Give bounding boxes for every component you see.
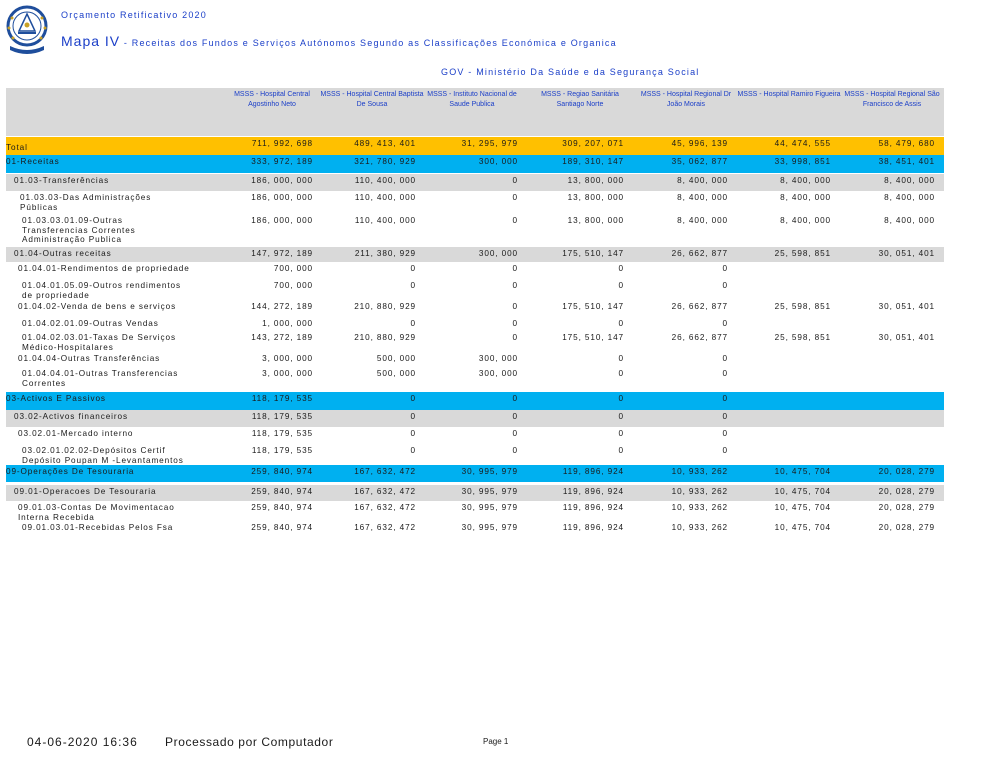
row-value: 26, 662, 877 [671,333,728,342]
row-value: 26, 662, 877 [671,249,728,258]
row-value: 0 [618,319,624,328]
row-value: 167, 632, 472 [354,467,416,476]
row-value: 700, 000 [273,264,313,273]
row-value: 0 [618,412,624,421]
row-value: 25, 598, 851 [774,249,831,258]
row-value: 0 [512,446,518,455]
row-value: 10, 475, 704 [774,523,831,532]
row-value: 186, 000, 000 [251,193,313,202]
table-row [6,444,944,465]
row-value: 175, 510, 147 [562,333,624,342]
row-value: 300, 000 [478,157,518,166]
row-label: 09.01-Operacoes De Tesouraria [14,487,157,496]
row-label: 01.04.04.01-Outras Transferencias Correntes [22,369,179,388]
table-row [6,279,944,300]
row-value: 119, 896, 924 [562,467,624,476]
row-label: 09.01.03-Contas De Movimentacao Interna Recebida [18,503,175,522]
organization-title: GOV - Ministério Da Saúde e da Segurança Social [441,67,700,77]
table-row [6,427,944,444]
row-value: 259, 840, 974 [251,487,313,496]
row-value: 26, 662, 877 [671,302,728,311]
row-value: 0 [618,369,624,378]
row-value: 30, 995, 979 [461,487,518,496]
row-value: 259, 840, 974 [251,503,313,512]
row-value: 0 [512,302,518,311]
row-value: 25, 598, 851 [774,333,831,342]
row-value: 0 [512,333,518,342]
map-title-main: Mapa IV [61,33,121,49]
table-row [6,214,944,247]
row-value: 10, 475, 704 [774,503,831,512]
row-value: 8, 400, 000 [677,176,728,185]
row-value: 20, 028, 279 [878,503,935,512]
row-value: 0 [722,264,728,273]
table-row [6,521,944,536]
row-label: 03.02-Activos financeiros [14,412,128,421]
row-value: 0 [618,394,624,403]
row-value: 0 [512,429,518,438]
row-label: 01.04.04-Outras Transferências [18,354,161,363]
row-value: 0 [722,369,728,378]
row-value: 3, 000, 000 [262,369,313,378]
row-value: 186, 000, 000 [251,176,313,185]
row-value: 30, 995, 979 [461,503,518,512]
row-value: 30, 995, 979 [461,467,518,476]
row-value: 20, 028, 279 [878,523,935,532]
row-value: 0 [512,281,518,290]
row-value: 58, 479, 680 [878,139,935,148]
row-label: 03.02.01.02.02-Depósitos Certif Depósito Poupan M -Levantamentos [22,446,184,465]
column-header: MSSS - Hospital Ramiro Figueira [737,91,841,98]
row-value: 13, 800, 000 [567,176,624,185]
table-row [6,352,944,367]
row-value: 210, 880, 929 [354,302,416,311]
row-label: 01.04.01.05.09-Outros rendimentos de propriedade [22,281,181,300]
row-label: 01.03-Transferências [14,176,110,185]
row-value: 8, 400, 000 [884,216,935,225]
row-value: 10, 933, 262 [671,467,728,476]
row-value: 8, 400, 000 [780,176,831,185]
column-header: MSSS - Hospital Central Agostinho Neto [234,91,310,108]
row-value: 8, 400, 000 [677,216,728,225]
row-value: 44, 474, 555 [774,139,831,148]
row-value: 13, 800, 000 [567,193,624,202]
row-value: 31, 295, 979 [461,139,518,148]
table-row [6,174,944,191]
row-value: 8, 400, 000 [677,193,728,202]
row-value: 30, 995, 979 [461,523,518,532]
row-value: 0 [512,216,518,225]
row-value: 0 [618,264,624,273]
table-row [6,300,944,317]
row-value: 8, 400, 000 [884,176,935,185]
row-value: 0 [512,176,518,185]
table-row [6,155,944,173]
total-row [6,137,944,155]
row-value: 186, 000, 000 [251,216,313,225]
row-value: 300, 000 [478,249,518,258]
row-value: 10, 933, 262 [671,503,728,512]
row-value: 147, 972, 189 [251,249,313,258]
row-value: 8, 400, 000 [780,193,831,202]
row-value: 118, 179, 535 [251,446,313,455]
row-value: 30, 051, 401 [878,302,935,311]
row-value: 118, 179, 535 [251,412,313,421]
table-row [6,485,944,501]
row-value: 175, 510, 147 [562,249,624,258]
row-value: 0 [410,412,416,421]
column-header: MSSS - Hospital Regional São Francisco de Assis [844,91,940,108]
row-value: 0 [410,446,416,455]
footer-page-number: Page 1 [483,737,509,746]
row-label: 01-Receitas [6,157,60,166]
row-value: 300, 000 [478,354,518,363]
table-row [6,191,944,214]
row-value: 30, 051, 401 [878,333,935,342]
row-value: 119, 896, 924 [562,523,624,532]
row-value: 143, 272, 189 [251,333,313,342]
row-label: Total [6,143,28,152]
row-value: 25, 598, 851 [774,302,831,311]
row-value: 38, 451, 401 [878,157,935,166]
row-value: 0 [722,429,728,438]
footer-processed-note: Processado por Computador [165,735,334,749]
row-value: 321, 780, 929 [354,157,416,166]
row-value: 30, 051, 401 [878,249,935,258]
row-label: 01.03.03-Das Administrações Públicas [20,193,152,212]
row-label: 01.04.02.01.09-Outras Vendas [22,319,159,328]
row-value: 0 [618,429,624,438]
row-value: 500, 000 [376,369,416,378]
row-value: 110, 400, 000 [354,193,416,202]
column-header: MSSS - Hospital Regional Dr João Morais [640,91,732,108]
row-value: 20, 028, 279 [878,467,935,476]
table-row [6,262,944,279]
row-label: 03.02.01-Mercado interno [18,429,134,438]
row-value: 700, 000 [273,281,313,290]
row-value: 118, 179, 535 [251,394,313,403]
row-value: 10, 933, 262 [671,487,728,496]
row-value: 0 [722,446,728,455]
coat-of-arms-logo [4,4,50,56]
row-value: 300, 000 [478,369,518,378]
map-title [61,33,617,51]
column-header: MSSS - Regiao Sanitária Santiago Norte [541,91,619,108]
row-value: 0 [722,319,728,328]
row-value: 33, 998, 851 [774,157,831,166]
column-header: MSSS - Instituto Nacional de Saude Publica [427,91,517,108]
row-value: 0 [410,429,416,438]
row-value: 118, 179, 535 [251,429,313,438]
row-value: 0 [618,446,624,455]
row-label: 01.03.03.01.09-Outras Transferencias Correntes Administração Publica [22,216,136,244]
row-value: 259, 840, 974 [251,523,313,532]
row-value: 309, 207, 071 [562,139,624,148]
row-value: 0 [618,354,624,363]
row-value: 10, 475, 704 [774,487,831,496]
row-value: 0 [410,394,416,403]
table-row [6,392,944,410]
row-value: 167, 632, 472 [354,503,416,512]
row-value: 0 [512,394,518,403]
table-row [6,410,944,427]
row-value: 333, 972, 189 [251,157,313,166]
row-label: 01.04.02-Venda de bens e serviços [18,302,177,311]
row-value: 0 [512,193,518,202]
table-row [6,247,944,262]
table-row [6,501,944,521]
row-value: 167, 632, 472 [354,487,416,496]
row-value: 259, 840, 974 [251,467,313,476]
row-value: 10, 475, 704 [774,467,831,476]
column-header: MSSS - Hospital Central Baptista De Sousa [320,91,424,108]
row-label: 03-Activos E Passivos [6,394,106,403]
row-label: 09-Operações De Tesouraria [6,467,135,476]
row-value: 0 [410,264,416,273]
row-value: 0 [410,281,416,290]
row-value: 211, 380, 929 [354,249,416,258]
row-value: 110, 400, 000 [354,216,416,225]
row-value: 13, 800, 000 [567,216,624,225]
row-value: 0 [722,412,728,421]
row-value: 0 [722,354,728,363]
row-label: 01.04.01-Rendimentos de propriedade [18,264,190,273]
row-label: 09.01.03.01-Recebidas Pelos Fsa [22,523,174,532]
row-value: 35, 062, 877 [671,157,728,166]
row-value: 45, 996, 139 [671,139,728,148]
row-value: 119, 896, 924 [562,487,624,496]
row-value: 8, 400, 000 [884,193,935,202]
row-value: 189, 310, 147 [562,157,624,166]
row-value: 3, 000, 000 [262,354,313,363]
row-value: 167, 632, 472 [354,523,416,532]
table-row [6,317,944,331]
row-value: 110, 400, 000 [354,176,416,185]
row-value: 10, 933, 262 [671,523,728,532]
map-title-subtitle: - Receitas dos Fundos e Serviços Autónomos Segundo as Classificações Económica e Organica [120,38,617,48]
row-value: 0 [722,281,728,290]
row-value: 1, 000, 000 [262,319,313,328]
row-value: 500, 000 [376,354,416,363]
table-row [6,331,944,352]
row-value: 144, 272, 189 [251,302,313,311]
row-value: 20, 028, 279 [878,487,935,496]
footer-date: 04-06-2020 16:36 [27,735,138,749]
row-value: 119, 896, 924 [562,503,624,512]
row-value: 0 [618,281,624,290]
row-value: 0 [512,412,518,421]
document-title: Orçamento Retificativo 2020 [61,10,207,20]
row-value: 0 [722,394,728,403]
row-value: 0 [410,319,416,328]
row-value: 489, 413, 401 [354,139,416,148]
row-value: 175, 510, 147 [562,302,624,311]
row-label: 01.04.02.03.01-Taxas De Serviços Médico-Hospitalares [22,333,176,352]
row-value: 210, 880, 929 [354,333,416,342]
table-row [6,465,944,482]
row-label: 01.04-Outras receitas [14,249,112,258]
row-value: 0 [512,319,518,328]
row-value: 0 [512,264,518,273]
row-value: 711, 992, 698 [251,139,313,148]
row-value: 8, 400, 000 [780,216,831,225]
table-row [6,367,944,392]
